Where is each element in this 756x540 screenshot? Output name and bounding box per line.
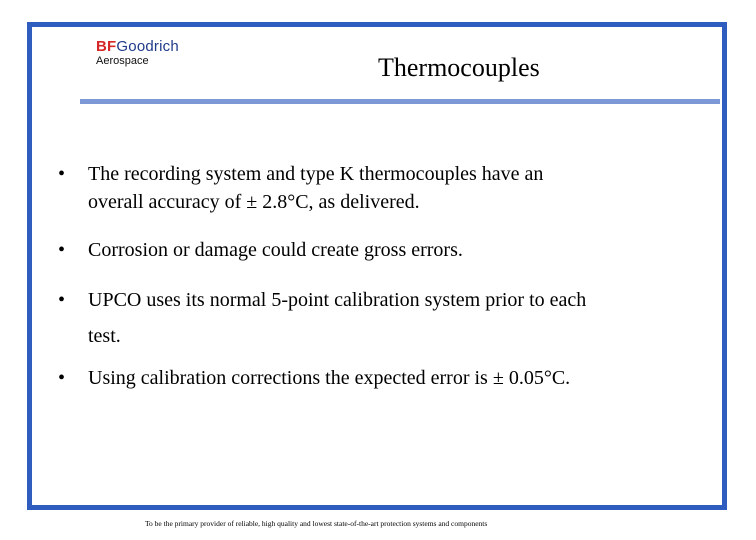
bullet-marker: • bbox=[58, 239, 66, 261]
title-divider bbox=[80, 99, 720, 104]
logo-name: Goodrich bbox=[116, 38, 179, 55]
logo-wordmark bbox=[96, 39, 179, 54]
bullet-line: The recording system and type K thermocouples have an bbox=[88, 163, 544, 185]
bullet-marker: • bbox=[58, 289, 66, 311]
bullet-marker: • bbox=[58, 163, 66, 185]
bullet-marker: • bbox=[58, 367, 66, 389]
logo-division: Aerospace bbox=[96, 55, 149, 67]
bullet-line: overall accuracy of ± 2.8°C, as delivered. bbox=[88, 191, 420, 213]
logo-bf: BF bbox=[96, 38, 117, 55]
bullet-line: UPCO uses its normal 5-point calibration system prior to each bbox=[88, 289, 587, 311]
footer-mission-statement: To be the primary provider of reliable, high quality and lowest state-of-the-art protection systems and components bbox=[145, 519, 488, 528]
bullet-line: Using calibration corrections the expected error is ± 0.05°C. bbox=[88, 367, 571, 389]
bullet-line: Corrosion or damage could create gross errors. bbox=[88, 239, 463, 261]
bullet-line: test. bbox=[88, 325, 121, 347]
bullet-item bbox=[58, 364, 708, 392]
slide-title: Thermocouples bbox=[378, 53, 540, 82]
company-logo bbox=[96, 39, 179, 67]
bullet-item bbox=[58, 160, 708, 216]
bullet-list bbox=[58, 160, 708, 392]
bullet-item bbox=[58, 236, 708, 264]
bullet-item bbox=[58, 282, 708, 354]
